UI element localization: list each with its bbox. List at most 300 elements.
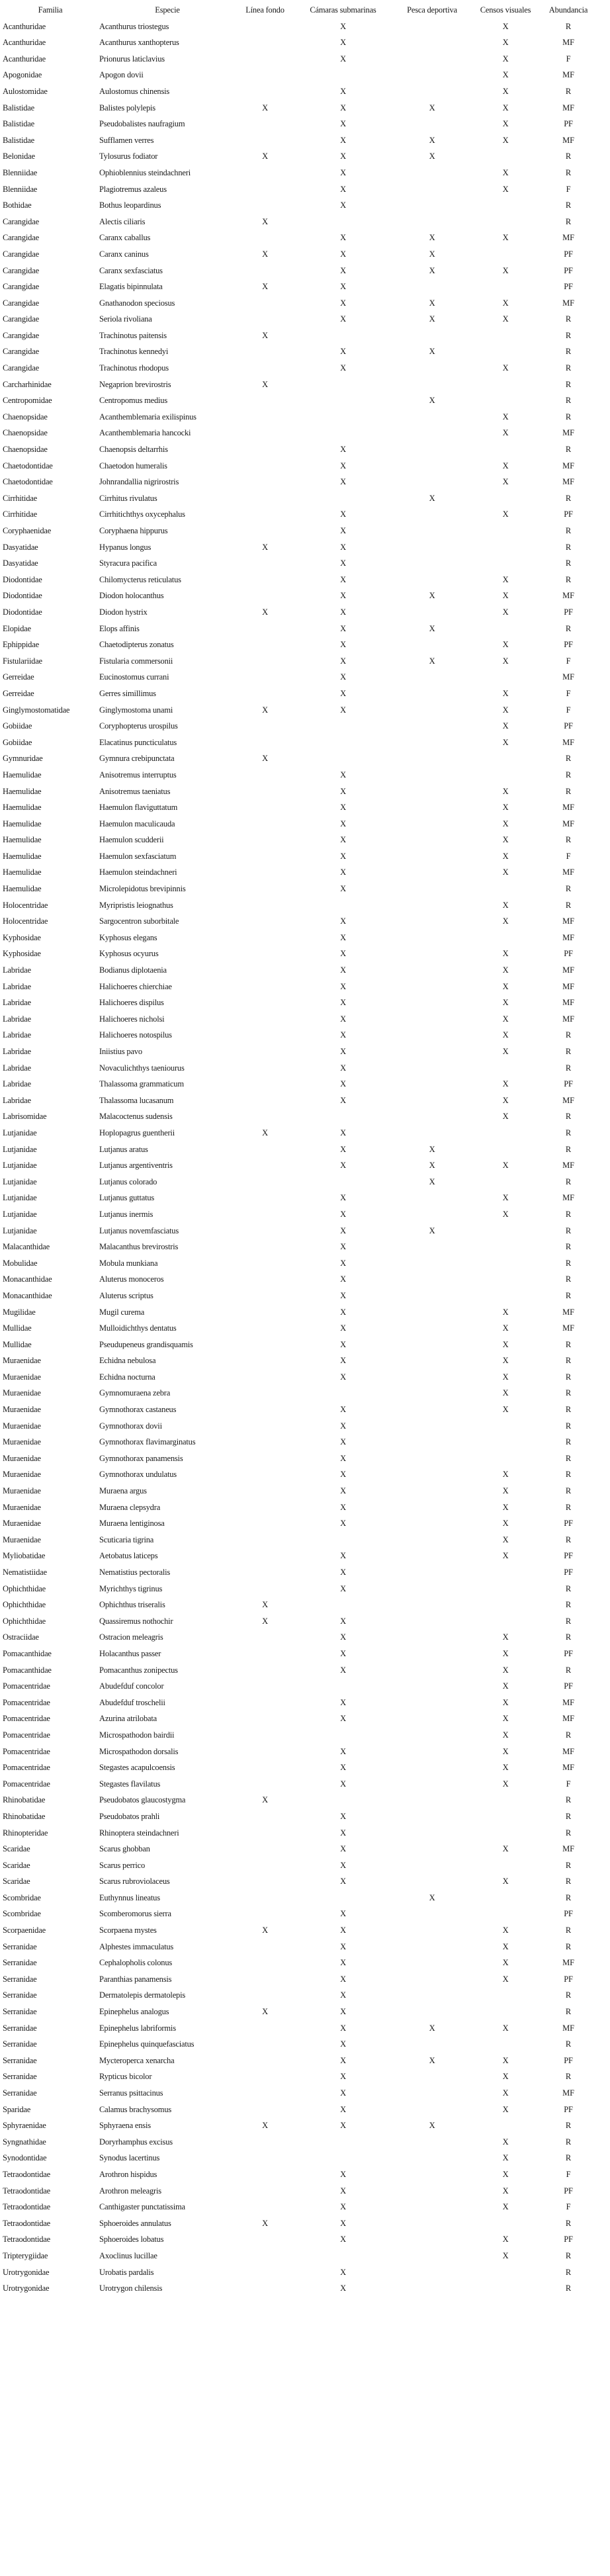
table-row: [1, 1206, 598, 1223]
cell-camaras-submarinas: X: [340, 1242, 346, 1252]
cell-censos-visuales: X: [502, 1209, 509, 1219]
cell-camaras-submarinas: X: [340, 1372, 346, 1382]
cell-pesca-deportiva: [392, 2215, 472, 2232]
cell-pesca-deportiva: X: [429, 135, 435, 145]
cell-pesca-deportiva: X: [429, 623, 435, 633]
cell-abundancia: R: [565, 1063, 572, 1073]
table-row: [1, 848, 598, 865]
cell-pesca-deportiva: [392, 214, 472, 230]
cell-familia: Ophichthidae: [3, 1583, 46, 1593]
cell-pesca-deportiva: [392, 34, 472, 51]
cell-linea-fondo: [236, 2183, 294, 2199]
cell-especie: Gerres simillimus: [99, 688, 156, 698]
cell-familia: Coryphaenidae: [3, 526, 52, 535]
table-row: [1, 2068, 598, 2085]
cell-camaras-submarinas: X: [340, 1811, 346, 1821]
header-familia: Familia: [38, 5, 63, 15]
cell-familia: Gobiidae: [3, 737, 32, 747]
cell-camaras-submarinas: X: [340, 1095, 346, 1105]
cell-linea-fondo: [236, 360, 294, 377]
cell-censos-visuales: [472, 523, 539, 539]
table-row: [1, 441, 598, 458]
cell-censos-visuales: X: [502, 737, 509, 747]
cell-camaras-submarinas: X: [340, 1405, 346, 1415]
table-row: [1, 263, 598, 279]
cell-abundancia: PF: [564, 1909, 573, 1919]
cell-familia: Balistidae: [3, 119, 34, 129]
cell-abundancia: R: [565, 2153, 572, 2163]
cell-camaras-submarinas: X: [340, 1844, 346, 1854]
cell-abundancia: PF: [564, 1648, 573, 1658]
table-row: [1, 1174, 598, 1190]
cell-censos-visuales: X: [502, 2235, 509, 2244]
cell-abundancia: MF: [562, 819, 574, 828]
cell-linea-fondo: [236, 1776, 294, 1793]
cell-linea-fondo: [236, 1808, 294, 1825]
table-row: [1, 1320, 598, 1337]
cell-censos-visuales: [472, 343, 539, 360]
cell-familia: Serranidae: [3, 1941, 37, 1951]
cell-pesca-deportiva: [392, 1581, 472, 1597]
cell-censos-visuales: [472, 750, 539, 767]
cell-camaras-submarinas: X: [340, 803, 346, 813]
cell-especie: Abudefduf concolor: [99, 1681, 164, 1691]
cell-camaras-submarinas: [294, 718, 392, 734]
cell-linea-fondo: [236, 263, 294, 279]
cell-camaras-submarinas: X: [340, 135, 346, 145]
cell-especie: Negaprion brevirostris: [99, 379, 171, 389]
cell-abundancia: R: [565, 770, 572, 779]
table-row: [1, 1044, 598, 1060]
cell-abundancia: R: [565, 1616, 572, 1626]
table-row: [1, 1646, 598, 1662]
cell-camaras-submarinas: X: [340, 1128, 346, 1137]
cell-censos-visuales: [472, 2280, 539, 2297]
cell-linea-fondo: X: [262, 2007, 268, 2017]
cell-abundancia: R: [565, 396, 572, 406]
cell-abundancia: MF: [562, 1014, 574, 1024]
cell-linea-fondo: [236, 67, 294, 83]
cell-linea-fondo: [236, 1548, 294, 1564]
cell-linea-fondo: [236, 311, 294, 328]
cell-familia: Haemulidae: [3, 835, 42, 845]
cell-especie: Echidna nocturna: [99, 1372, 155, 1382]
cell-censos-visuales: X: [502, 1632, 509, 1642]
cell-camaras-submarinas: X: [340, 2104, 346, 2114]
table-row: [1, 702, 598, 719]
cell-especie: Chaenopsis deltarrhis: [99, 445, 168, 455]
cell-linea-fondo: [236, 425, 294, 441]
cell-camaras-submarinas: [294, 392, 392, 409]
cell-camaras-submarinas: X: [340, 574, 346, 584]
cell-especie: Gymnothorax undulatus: [99, 1470, 177, 1480]
table-row: [1, 1466, 598, 1483]
cell-familia: Lutjanidae: [3, 1128, 37, 1137]
cell-familia: Muraenidae: [3, 1405, 41, 1415]
cell-abundancia: R: [565, 1274, 572, 1284]
cell-censos-visuales: [472, 555, 539, 572]
cell-abundancia: R: [565, 1356, 572, 1366]
cell-familia: Chaenopsidae: [3, 412, 48, 422]
cell-familia: Muraenidae: [3, 1486, 41, 1496]
table-row: [1, 1483, 598, 1499]
cell-censos-visuales: X: [502, 1779, 509, 1789]
cell-abundancia: MF: [562, 672, 574, 682]
cell-pesca-deportiva: [392, 1759, 472, 1776]
cell-censos-visuales: X: [502, 1877, 509, 1887]
cell-camaras-submarinas: X: [340, 1909, 346, 1919]
cell-especie: Iniistius pavo: [99, 1047, 142, 1056]
cell-familia: Kyphosidae: [3, 949, 41, 959]
cell-censos-visuales: X: [502, 2250, 509, 2260]
table-row: [1, 1548, 598, 1564]
cell-especie: Halichoeres nicholsi: [99, 1014, 165, 1024]
cell-especie: Microspathodon bairdii: [99, 1730, 175, 1740]
cell-censos-visuales: X: [502, 233, 509, 243]
cell-censos-visuales: X: [502, 574, 509, 584]
table-row: [1, 621, 598, 637]
table-row: [1, 1564, 598, 1581]
cell-camaras-submarinas: X: [340, 558, 346, 568]
cell-familia: Pomacentridae: [3, 1730, 50, 1740]
cell-pesca-deportiva: X: [429, 1144, 435, 1154]
cell-pesca-deportiva: [392, 2199, 472, 2215]
table-row: [1, 1955, 598, 1971]
cell-censos-visuales: [472, 1271, 539, 1288]
cell-camaras-submarinas: X: [340, 1225, 346, 1235]
table-row: [1, 604, 598, 621]
cell-pesca-deportiva: [392, 360, 472, 377]
cell-pesca-deportiva: [392, 197, 472, 214]
cell-familia: Serranidae: [3, 2023, 37, 2033]
cell-censos-visuales: [472, 1418, 539, 1435]
cell-censos-visuales: X: [502, 119, 509, 129]
table-row: [1, 311, 598, 328]
cell-censos-visuales: X: [502, 1648, 509, 1658]
cell-abundancia: R: [565, 314, 572, 324]
cell-familia: Rhinopteridae: [3, 1828, 48, 1838]
table-row: [1, 246, 598, 263]
cell-linea-fondo: [236, 1759, 294, 1776]
cell-linea-fondo: [236, 881, 294, 897]
cell-pesca-deportiva: [392, 1597, 472, 1613]
cell-abundancia: MF: [562, 38, 574, 48]
cell-especie: Aluterus monoceros: [99, 1274, 164, 1284]
table-row: [1, 1890, 598, 1906]
cell-linea-fondo: [236, 2053, 294, 2069]
table-row: [1, 1499, 598, 1516]
cell-camaras-submarinas: [294, 490, 392, 507]
cell-camaras-submarinas: X: [340, 786, 346, 796]
cell-censos-visuales: X: [502, 2153, 509, 2163]
cell-pesca-deportiva: [392, 1808, 472, 1825]
cell-abundancia: R: [565, 1258, 572, 1268]
cell-especie: Gymnothorax dovii: [99, 1421, 162, 1431]
cell-censos-visuales: [472, 1890, 539, 1906]
header-camaras-submarinas: Cámaras submarinas: [310, 5, 376, 15]
cell-familia: Ostraciidae: [3, 1632, 39, 1642]
cell-abundancia: PF: [564, 2235, 573, 2244]
table-row: [1, 1060, 598, 1077]
cell-especie: Haemulon scudderii: [99, 835, 164, 845]
cell-pesca-deportiva: X: [429, 1225, 435, 1235]
cell-censos-visuales: [472, 1613, 539, 1630]
cell-familia: Monacanthidae: [3, 1290, 52, 1300]
cell-familia: Lutjanidae: [3, 1225, 37, 1235]
cell-censos-visuales: [472, 539, 539, 556]
cell-especie: Muraena clepsydra: [99, 1502, 161, 1512]
table-row: [1, 1011, 598, 1028]
cell-pesca-deportiva: [392, 1418, 472, 1435]
cell-censos-visuales: X: [502, 2055, 509, 2065]
cell-censos-visuales: [472, 1597, 539, 1613]
cell-pesca-deportiva: [392, 962, 472, 979]
table-row: [1, 1027, 598, 1044]
cell-especie: Haemulon flaviguttatum: [99, 803, 178, 813]
cell-abundancia: R: [565, 1926, 572, 1935]
cell-censos-visuales: X: [502, 819, 509, 828]
cell-familia: Rhinobatidae: [3, 1811, 46, 1821]
table-row: [1, 897, 598, 914]
cell-pesca-deportiva: [392, 377, 472, 393]
cell-censos-visuales: X: [502, 412, 509, 422]
cell-camaras-submarinas: X: [340, 1144, 346, 1154]
cell-abundancia: R: [565, 200, 572, 210]
cell-censos-visuales: X: [502, 2023, 509, 2033]
cell-pesca-deportiva: [392, 1206, 472, 1223]
cell-censos-visuales: X: [502, 803, 509, 813]
cell-censos-visuales: [472, 767, 539, 783]
table-row: [1, 832, 598, 848]
cell-familia: Muraenidae: [3, 1453, 41, 1463]
table-row: [1, 1971, 598, 1988]
cell-abundancia: R: [565, 1665, 572, 1675]
cell-pesca-deportiva: [392, 2183, 472, 2199]
cell-familia: Muraenidae: [3, 1502, 41, 1512]
cell-pesca-deportiva: X: [429, 265, 435, 275]
table-row: [1, 734, 598, 751]
cell-linea-fondo: [236, 1092, 294, 1109]
cell-censos-visuales: X: [502, 900, 509, 910]
cell-especie: Malacanthus brevirostris: [99, 1242, 179, 1252]
cell-pesca-deportiva: [392, 913, 472, 930]
cell-familia: Pomacentridae: [3, 1763, 50, 1773]
cell-especie: Gymnothorax castaneus: [99, 1405, 177, 1415]
table-row: [1, 1678, 598, 1695]
cell-linea-fondo: [236, 1581, 294, 1597]
cell-censos-visuales: X: [502, 2088, 509, 2098]
cell-familia: Syngnathidae: [3, 2137, 46, 2147]
cell-familia: Kyphosidae: [3, 932, 41, 942]
cell-abundancia: F: [566, 54, 571, 64]
cell-familia: Belonidae: [3, 152, 35, 161]
cell-pesca-deportiva: [392, 718, 472, 734]
cell-camaras-submarinas: X: [340, 477, 346, 487]
cell-camaras-submarinas: X: [340, 1258, 346, 1268]
cell-abundancia: R: [565, 1242, 572, 1252]
cell-abundancia: MF: [562, 591, 574, 601]
cell-especie: Mycteroperca xenarcha: [99, 2055, 175, 2065]
cell-linea-fondo: X: [262, 2121, 268, 2131]
cell-familia: Chaetodontidae: [3, 461, 53, 470]
table-row: [1, 1939, 598, 1955]
cell-especie: Aluterus scriptus: [99, 1290, 153, 1300]
cell-abundancia: MF: [562, 298, 574, 308]
cell-pesca-deportiva: [392, 1695, 472, 1711]
cell-pesca-deportiva: [392, 2085, 472, 2102]
cell-familia: Tripterygiidae: [3, 2250, 48, 2260]
table-row: [1, 1825, 598, 1842]
cell-especie: Cirrhitus rivulatus: [99, 493, 157, 503]
cell-abundancia: R: [565, 754, 572, 764]
cell-linea-fondo: [236, 1353, 294, 1369]
cell-linea-fondo: [236, 1369, 294, 1386]
cell-camaras-submarinas: X: [340, 1356, 346, 1366]
cell-abundancia: R: [565, 558, 572, 568]
cell-linea-fondo: [236, 165, 294, 181]
cell-abundancia: PF: [564, 1681, 573, 1691]
cell-abundancia: MF: [562, 135, 574, 145]
cell-abundancia: F: [566, 688, 571, 698]
cell-censos-visuales: X: [502, 998, 509, 1008]
cell-linea-fondo: [236, 1434, 294, 1450]
cell-especie: Chaetodipterus zonatus: [99, 640, 174, 650]
cell-familia: Carangidae: [3, 298, 39, 308]
cell-familia: Gerreidae: [3, 688, 34, 698]
table-row: [1, 1597, 598, 1613]
cell-especie: Canthigaster punctatissima: [99, 2202, 185, 2212]
cell-pesca-deportiva: [392, 1792, 472, 1808]
cell-linea-fondo: [236, 734, 294, 751]
cell-familia: Haemulidae: [3, 770, 42, 779]
cell-linea-fondo: [236, 2036, 294, 2053]
cell-pesca-deportiva: [392, 2280, 472, 2297]
cell-pesca-deportiva: [392, 1629, 472, 1646]
cell-abundancia: MF: [562, 2088, 574, 2098]
cell-camaras-submarinas: [294, 1678, 392, 1695]
cell-camaras-submarinas: X: [340, 770, 346, 779]
cell-familia: Cirrhitidae: [3, 510, 37, 519]
cell-especie: Halichoeres dispilus: [99, 998, 164, 1008]
cell-pesca-deportiva: X: [429, 1177, 435, 1186]
cell-abundancia: PF: [564, 2055, 573, 2065]
table-row: [1, 377, 598, 393]
cell-familia: Diodontidae: [3, 607, 42, 617]
cell-censos-visuales: [472, 2004, 539, 2020]
cell-camaras-submarinas: X: [340, 1014, 346, 1024]
cell-camaras-submarinas: X: [340, 867, 346, 877]
cell-camaras-submarinas: X: [340, 2055, 346, 2065]
cell-familia: Serranidae: [3, 1990, 37, 2000]
cell-linea-fondo: [236, 2085, 294, 2102]
cell-abundancia: R: [565, 1209, 572, 1219]
cell-abundancia: R: [565, 1860, 572, 1870]
cell-censos-visuales: [472, 441, 539, 458]
cell-linea-fondo: [236, 588, 294, 604]
table-row: [1, 1792, 598, 1808]
cell-camaras-submarinas: X: [340, 1063, 346, 1073]
cell-censos-visuales: X: [502, 265, 509, 275]
cell-abundancia: R: [565, 1502, 572, 1512]
table-row: [1, 653, 598, 670]
table-row: [1, 1515, 598, 1532]
cell-familia: Mullidae: [3, 1339, 32, 1349]
cell-pesca-deportiva: [392, 1662, 472, 1679]
cell-linea-fondo: [236, 1466, 294, 1483]
cell-camaras-submarinas: X: [340, 200, 346, 210]
cell-especie: Haemulon steindachneri: [99, 867, 177, 877]
cell-camaras-submarinas: X: [340, 607, 346, 617]
table-row: [1, 2248, 598, 2264]
cell-abundancia: R: [565, 363, 572, 373]
cell-familia: Labridae: [3, 1079, 31, 1089]
cell-familia: Haemulidae: [3, 851, 42, 861]
cell-especie: Gymnothorax panamensis: [99, 1453, 183, 1463]
cell-pesca-deportiva: [392, 2068, 472, 2085]
table-row: [1, 588, 598, 604]
table-row: [1, 34, 598, 51]
cell-familia: Cirrhitidae: [3, 493, 37, 503]
cell-camaras-submarinas: [294, 1727, 392, 1744]
cell-linea-fondo: [236, 1532, 294, 1548]
cell-pesca-deportiva: [392, 67, 472, 83]
table-row: [1, 1401, 598, 1418]
cell-censos-visuales: X: [502, 786, 509, 796]
cell-pesca-deportiva: [392, 1125, 472, 1141]
cell-pesca-deportiva: [392, 1532, 472, 1548]
cell-pesca-deportiva: [392, 783, 472, 800]
cell-especie: Microspathodon dorsalis: [99, 1746, 179, 1756]
cell-familia: Serranidae: [3, 2039, 37, 2049]
cell-camaras-submarinas: X: [340, 640, 346, 650]
cell-familia: Labridae: [3, 1014, 31, 1024]
cell-linea-fondo: [236, 783, 294, 800]
cell-pesca-deportiva: [392, 51, 472, 67]
cell-abundancia: R: [565, 1470, 572, 1480]
cell-especie: Axoclinus lucillae: [99, 2250, 157, 2260]
cell-linea-fondo: [236, 19, 294, 35]
table-row: [1, 1450, 598, 1467]
table-row: [1, 51, 598, 67]
table-row: [1, 881, 598, 897]
cell-censos-visuales: [472, 1288, 539, 1304]
cell-camaras-submarinas: X: [340, 1877, 346, 1887]
cell-censos-visuales: [472, 279, 539, 295]
cell-familia: Serranidae: [3, 1974, 37, 1984]
cell-pesca-deportiva: [392, 2166, 472, 2183]
table-row: [1, 1922, 598, 1939]
cell-abundancia: F: [566, 1779, 571, 1789]
cell-especie: Mobula munkiana: [99, 1258, 158, 1268]
cell-familia: Muraenidae: [3, 1534, 41, 1544]
cell-pesca-deportiva: [392, 1857, 472, 1874]
cell-censos-visuales: X: [502, 1714, 509, 1724]
cell-pesca-deportiva: X: [429, 233, 435, 243]
cell-censos-visuales: X: [502, 1095, 509, 1105]
cell-abundancia: R: [565, 1600, 572, 1610]
table-row: [1, 1727, 598, 1744]
cell-abundancia: R: [565, 1421, 572, 1431]
cell-censos-visuales: X: [502, 1339, 509, 1349]
cell-especie: Anisotremus taeniatus: [99, 786, 171, 796]
cell-abundancia: R: [565, 835, 572, 845]
cell-especie: Chaetodon humeralis: [99, 461, 167, 470]
cell-pesca-deportiva: [392, 555, 472, 572]
cell-censos-visuales: X: [502, 1356, 509, 1366]
cell-pesca-deportiva: [392, 686, 472, 702]
cell-linea-fondo: [236, 1906, 294, 1922]
cell-abundancia: R: [565, 1339, 572, 1349]
